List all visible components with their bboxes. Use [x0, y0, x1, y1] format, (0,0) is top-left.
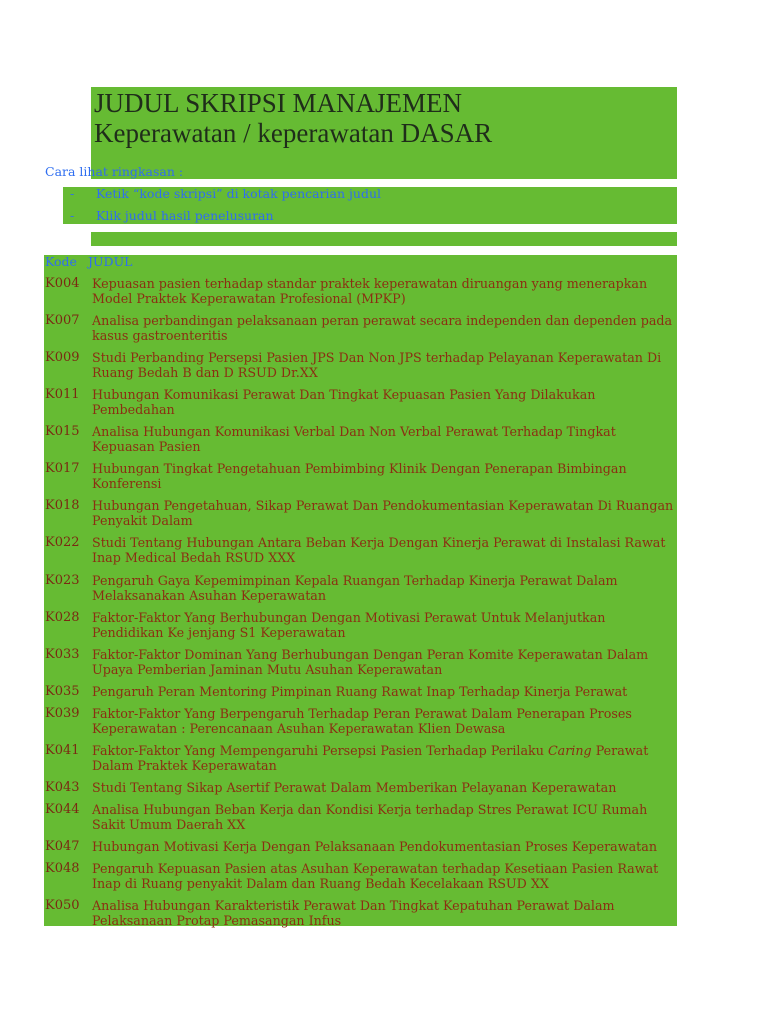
list-item[interactable] [45, 350, 675, 380]
bullet-dash: - [70, 208, 75, 223]
table-header [45, 254, 132, 269]
list-item[interactable] [45, 276, 675, 306]
list-item[interactable] [45, 535, 675, 565]
list-item[interactable] [45, 802, 675, 832]
thesis-title: Hubungan Motivasi Kerja Dengan Pelaksanaan Pendokumentasian Proses Keperawatan [92, 839, 658, 854]
thesis-title: Hubungan Komunikasi Perawat Dan Tingkat Kepuasan Pasien Yang Dilakukan Pembedahan [92, 387, 596, 417]
list-item[interactable] [45, 861, 675, 891]
thesis-code: K017 [45, 461, 80, 476]
thesis-title: Studi Perbanding Persepsi Pasien JPS Dan Non JPS terhadap Pelayanan Keperawatan Di Ruang Bedah B dan D RSUD Dr.XX [92, 350, 662, 380]
list-item[interactable] [45, 424, 675, 454]
thesis-code: K007 [45, 313, 80, 328]
spacer-highlight [91, 232, 677, 246]
thesis-title: Studi Tentang Hubungan Antara Beban Kerja Dengan Kinerja Perawat di Instalasi Rawat Inap Medical Bedah RSUD XXX [92, 535, 666, 565]
list-item[interactable] [45, 313, 675, 343]
thesis-code: K022 [45, 535, 80, 550]
list-item[interactable] [45, 647, 675, 677]
instruction-step [70, 186, 381, 201]
instructions-heading: Cara lihat ringkasan : [45, 164, 184, 179]
thesis-title: Faktor-Faktor Dominan Yang Berhubungan Dengan Peran Komite Keperawatan Dalam Upaya Pemberian Jaminan Mutu Asuhan Keperawatan [92, 647, 649, 677]
thesis-code: K039 [45, 706, 80, 721]
list-item[interactable] [45, 461, 675, 491]
list-item[interactable] [45, 706, 675, 736]
list-item[interactable] [45, 839, 675, 854]
thesis-title: Kepuasan pasien terhadap standar praktek keperawatan diruangan yang menerapkan Model Praktek Keperawatan Profesional (MPKP) [92, 276, 648, 306]
thesis-code: K011 [45, 387, 80, 402]
thesis-code: K023 [45, 573, 80, 588]
thesis-code: K015 [45, 424, 80, 439]
title-line-1: JUDUL SKRIPSI MANAJEMEN [94, 88, 463, 118]
thesis-title: Hubungan Pengetahuan, Sikap Perawat Dan Pendokumentasian Keperawatan Di Ruangan Penyakit Dalam [92, 498, 674, 528]
thesis-code: K044 [45, 802, 80, 817]
thesis-code: K047 [45, 839, 80, 854]
list-item[interactable] [45, 610, 675, 640]
bullet-dash: - [70, 186, 75, 201]
thesis-title [92, 743, 675, 773]
thesis-code: K035 [45, 684, 80, 699]
thesis-title-part: Faktor-Faktor Yang Mempengaruhi Persepsi Pasien Terhadap Perilaku [92, 743, 548, 758]
instruction-step-text: Ketik “kode skripsi” di kotak pencarian judul [96, 186, 381, 201]
thesis-code: K050 [45, 898, 80, 913]
thesis-code: K048 [45, 861, 80, 876]
list-item[interactable] [45, 387, 675, 417]
list-item[interactable] [45, 573, 675, 603]
thesis-title: Studi Tentang Sikap Asertif Perawat Dalam Memberikan Pelayanan Keperawatan [92, 780, 617, 795]
thesis-code: K033 [45, 647, 80, 662]
thesis-title: Analisa Hubungan Beban Kerja dan Kondisi Kerja terhadap Stres Perawat ICU Rumah Sakit Umum Daerah XX [92, 802, 648, 832]
instruction-step [70, 208, 274, 223]
thesis-title-part: Perawat Dalam Praktek Keperawatan [92, 743, 649, 773]
header-code: Kode [45, 254, 77, 269]
thesis-code: K004 [45, 276, 80, 291]
thesis-list [45, 276, 675, 928]
thesis-title-italic: Caring [547, 743, 592, 758]
thesis-title: Analisa perbandingan pelaksanaan peran perawat secara independen dan dependen pada kasus gastroenteritis [92, 313, 673, 343]
header-title: JUDUL [88, 254, 133, 269]
thesis-title: Analisa Hubungan Komunikasi Verbal Dan Non Verbal Perawat Terhadap Tingkat Kepuasan Pasien [92, 424, 616, 454]
list-item[interactable] [45, 898, 675, 928]
thesis-title: Pengaruh Kepuasan Pasien atas Asuhan Keperawatan terhadap Kesetiaan Pasien Rawat Inap di Ruang penyakit Dalam dan Ruang Bedah Kecelakaan RSUD XX [92, 861, 659, 891]
list-item[interactable] [45, 743, 675, 773]
thesis-title: Pengaruh Gaya Kepemimpinan Kepala Ruangan Terhadap Kinerja Perawat Dalam Melaksanakan Asuhan Keperawatan [92, 573, 618, 603]
thesis-code: K018 [45, 498, 80, 513]
list-item[interactable] [45, 780, 675, 795]
thesis-title: Faktor-Faktor Yang Berpengaruh Terhadap Peran Perawat Dalam Penerapan Proses Keperawatan : Perencanaan Asuhan Keperawatan Klien Dewasa [92, 706, 632, 736]
thesis-code: K043 [45, 780, 80, 795]
title-line-2: Keperawatan / keperawatan DASAR [94, 118, 493, 148]
thesis-code: K028 [45, 610, 80, 625]
list-item[interactable] [45, 498, 675, 528]
thesis-title: Pengaruh Peran Mentoring Pimpinan Ruang Rawat Inap Terhadap Kinerja Perawat [92, 684, 628, 699]
list-item[interactable] [45, 684, 675, 699]
thesis-code: K041 [45, 743, 80, 758]
page-title [94, 88, 492, 148]
thesis-title: Faktor-Faktor Yang Berhubungan Dengan Motivasi Perawat Untuk Melanjutkan Pendidikan Ke jenjang S1 Keperawatan [92, 610, 606, 640]
thesis-title: Analisa Hubungan Karakteristik Perawat Dan Tingkat Kepatuhan Perawat Dalam Pelaksanaan Protap Pemasangan Infus [92, 898, 615, 928]
instruction-step-text: Klik judul hasil penelusuran [96, 208, 274, 223]
thesis-code: K009 [45, 350, 80, 365]
thesis-title: Hubungan Tingkat Pengetahuan Pembimbing Klinik Dengan Penerapan Bimbingan Konferensi [92, 461, 627, 491]
